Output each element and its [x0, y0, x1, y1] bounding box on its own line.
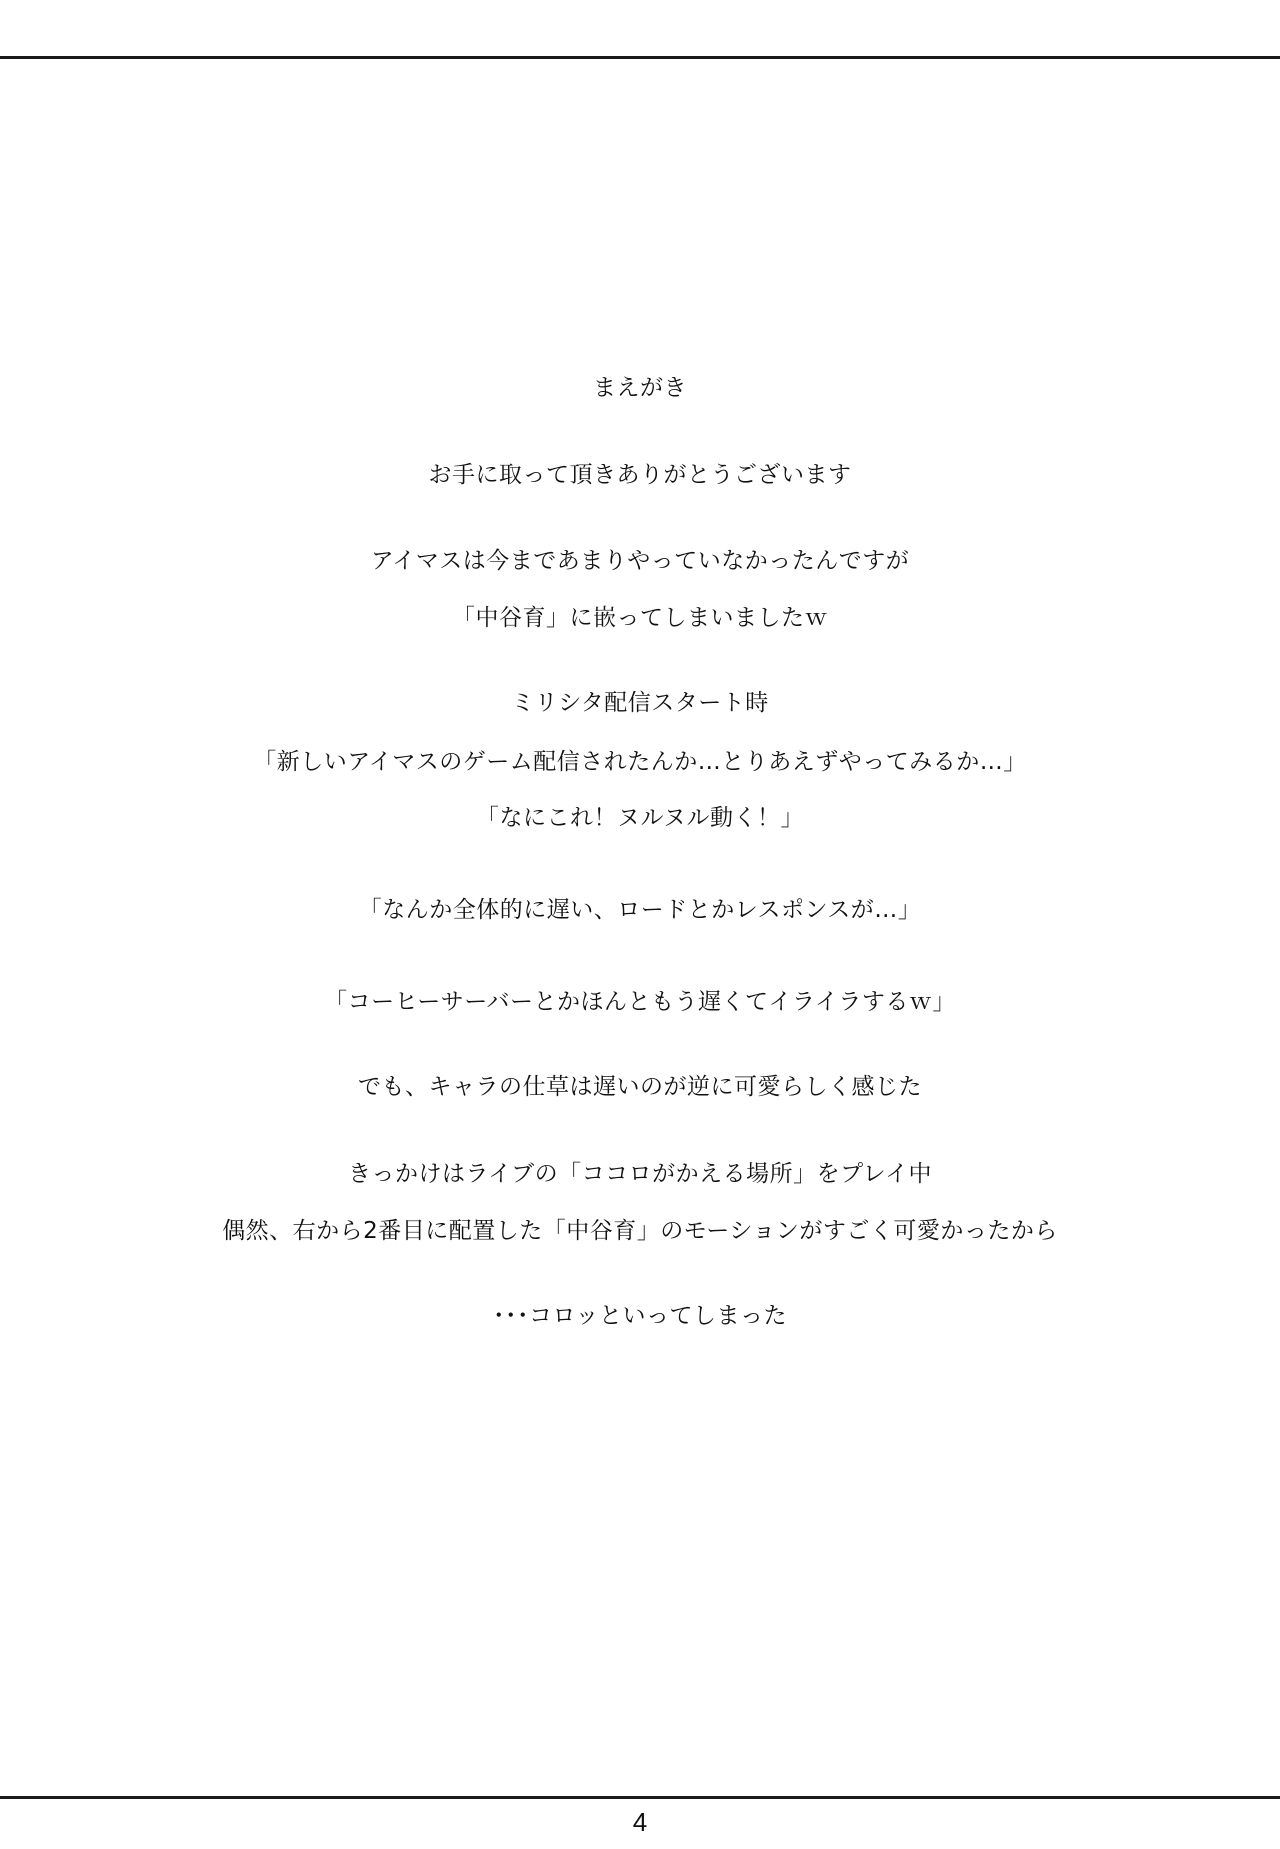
preface-line-5: 「新しいアイマスのゲーム配信されたんか…とりあえずやってみるか…」 [253, 749, 1027, 775]
bottom-rule [0, 1796, 1280, 1799]
top-rule [0, 56, 1280, 59]
preface-line-7: 「なんか全体的に遅い、ロードとかレスポンスが…」 [358, 897, 922, 923]
page-number: 4 [632, 1807, 648, 1837]
preface-heading: まえがき [593, 375, 687, 401]
preface-line-8: 「コーヒーサーバーとかほんともう遅くてイライラするｗ」 [324, 989, 956, 1015]
preface-line-9: でも、キャラの仕草は遅いのが逆に可愛らしく感じた [358, 1074, 922, 1100]
preface-line-10: きっかけはライブの「ココロがかえる場所」をプレイ中 [347, 1161, 933, 1187]
preface-line-6: 「なにこれ！ヌルヌル動く！」 [475, 805, 805, 831]
preface-line-1: お手に取って頂きありがとうございます [428, 462, 852, 488]
preface-line-4: ミリシタ配信スタート時 [511, 690, 769, 716]
preface-line-11: 偶然、右から2番目に配置した「中谷育」のモーションがすごく可愛かったから [222, 1218, 1058, 1244]
preface-line-12: ･･･コロッといってしまった [492, 1303, 788, 1329]
preface-line-3: 「中谷育」に嵌ってしまいましたｗ [452, 605, 828, 631]
preface-line-2: アイマスは今まであまりやっていなかったんですが [370, 548, 910, 574]
